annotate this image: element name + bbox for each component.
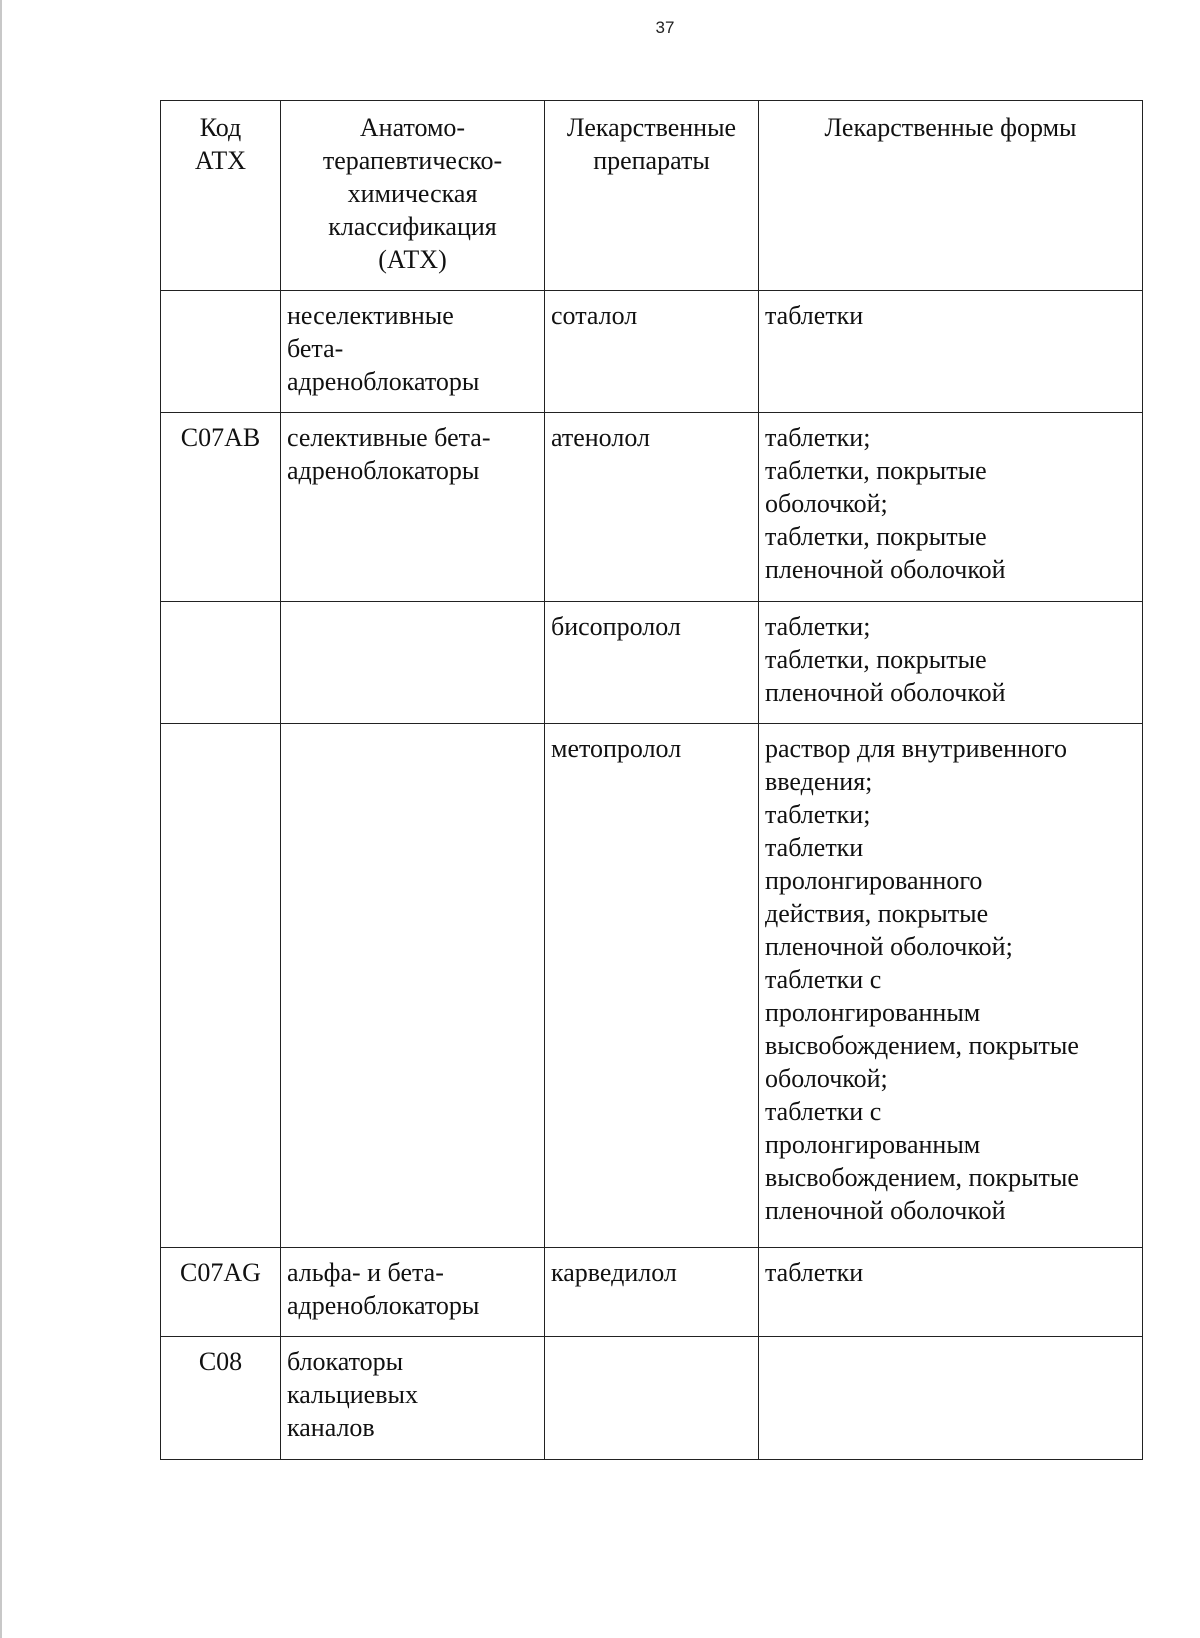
atx-table [160, 100, 1143, 1460]
cell-drug: карведилол [545, 1248, 759, 1337]
table-row [161, 602, 1143, 724]
header-forms: Лекарственные формы [759, 101, 1143, 291]
cell-forms: таблетки; таблетки, покрытые оболочкой; таблетки, покрытые пленочной оболочкой [759, 413, 1143, 602]
table-row [161, 413, 1143, 602]
page-number: 37 [655, 18, 675, 37]
cell-classification [281, 602, 545, 724]
table-row [161, 291, 1143, 413]
cell-classification: блокаторы кальциевых каналов [281, 1337, 545, 1460]
table-row [161, 724, 1143, 1248]
cell-classification: неселективные бета- адреноблокаторы [281, 291, 545, 413]
cell-forms: раствор для внутривенного введения; таблетки; таблетки пролонгированного действия, покрытые пленочной оболочкой; таблетки с пролонгированным высвобождением, покрытые оболочкой; таблетки с пролонгированным высвобождением, покрытые пленочной оболочкой [759, 724, 1143, 1248]
cell-code: C07AB [161, 413, 281, 602]
header-code: Код АТХ [161, 101, 281, 291]
cell-code [161, 291, 281, 413]
cell-code: C07AG [161, 1248, 281, 1337]
cell-drug: соталол [545, 291, 759, 413]
cell-drug: метопролол [545, 724, 759, 1248]
header-drugs: Лекарственные препараты [545, 101, 759, 291]
cell-code [161, 724, 281, 1248]
table-header-row [161, 101, 1143, 291]
table-row [161, 1248, 1143, 1337]
cell-classification: селективные бета- адреноблокаторы [281, 413, 545, 602]
table-row [161, 1337, 1143, 1460]
cell-forms: таблетки; таблетки, покрытые пленочной оболочкой [759, 602, 1143, 724]
cell-classification: альфа- и бета- адреноблокаторы [281, 1248, 545, 1337]
cell-forms: таблетки [759, 291, 1143, 413]
header-classification: Анатомо- терапевтическо- химическая классификация (АТХ) [281, 101, 545, 291]
cell-drug: бисопролол [545, 602, 759, 724]
cell-drug [545, 1337, 759, 1460]
cell-classification [281, 724, 545, 1248]
cell-drug: атенолол [545, 413, 759, 602]
cell-forms [759, 1337, 1143, 1460]
cell-forms: таблетки [759, 1248, 1143, 1337]
cell-code: C08 [161, 1337, 281, 1460]
scan-edge [0, 0, 2, 1638]
cell-code [161, 602, 281, 724]
